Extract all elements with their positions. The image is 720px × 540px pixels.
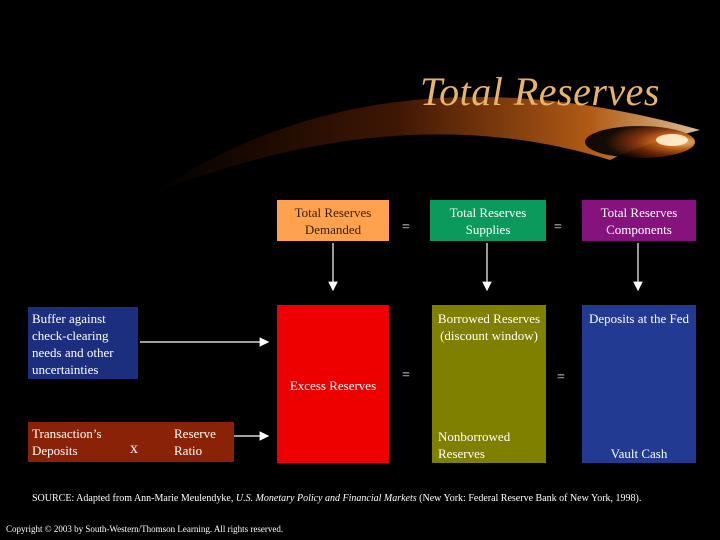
source-title: U.S. Monetary Policy and Financial Markets xyxy=(235,493,417,504)
deposits-fed-label: Deposits at the Fed xyxy=(588,311,689,326)
transaction-deposits-label: Transaction’s Deposits xyxy=(32,426,102,458)
copyright-notice: Copyright © 2003 by South-Western/Thomson Learning. All rights reserved. xyxy=(6,524,284,534)
equals-middle-left: = xyxy=(402,368,410,383)
buffer-label: Buffer against check-clearing needs and other uncertainties xyxy=(32,311,114,377)
source-citation xyxy=(32,493,641,504)
equals-middle-right: = xyxy=(557,370,565,385)
box-total-reserves-demanded xyxy=(277,200,389,241)
equals-top-left: = xyxy=(402,220,410,235)
components-label: Total Reserves Components xyxy=(600,205,678,237)
box-components-breakdown xyxy=(582,305,696,463)
equals-top-right: = xyxy=(554,220,562,235)
source-prefix: SOURCE: Adapted from Ann-Marie Meulendyke, xyxy=(32,493,236,504)
vault-cash-label: Vault Cash xyxy=(610,446,668,461)
demanded-label: Total Reserves Demanded xyxy=(294,205,372,237)
box-total-reserves-components xyxy=(582,200,696,241)
box-total-reserves-supplies xyxy=(430,200,546,241)
page-title: Total Reserves xyxy=(420,69,660,114)
box-buffer xyxy=(28,307,138,379)
reserve-ratio-label: Reserve Ratio xyxy=(174,426,216,458)
source-suffix: (New York: Federal Reserve Bank of New York, 1998). xyxy=(416,493,642,504)
times-symbol: x xyxy=(130,440,138,457)
borrowed-label: Borrowed Reserves (discount window) xyxy=(437,311,541,343)
box-supplies-breakdown xyxy=(432,305,546,463)
supplies-label: Total Reserves Supplies xyxy=(449,205,527,237)
box-excess-reserves xyxy=(277,305,389,463)
excess-label: Excess Reserves xyxy=(289,378,377,393)
box-transaction-deposits xyxy=(28,422,234,462)
nonborrowed-label: Nonborrowed Reserves xyxy=(438,429,511,461)
